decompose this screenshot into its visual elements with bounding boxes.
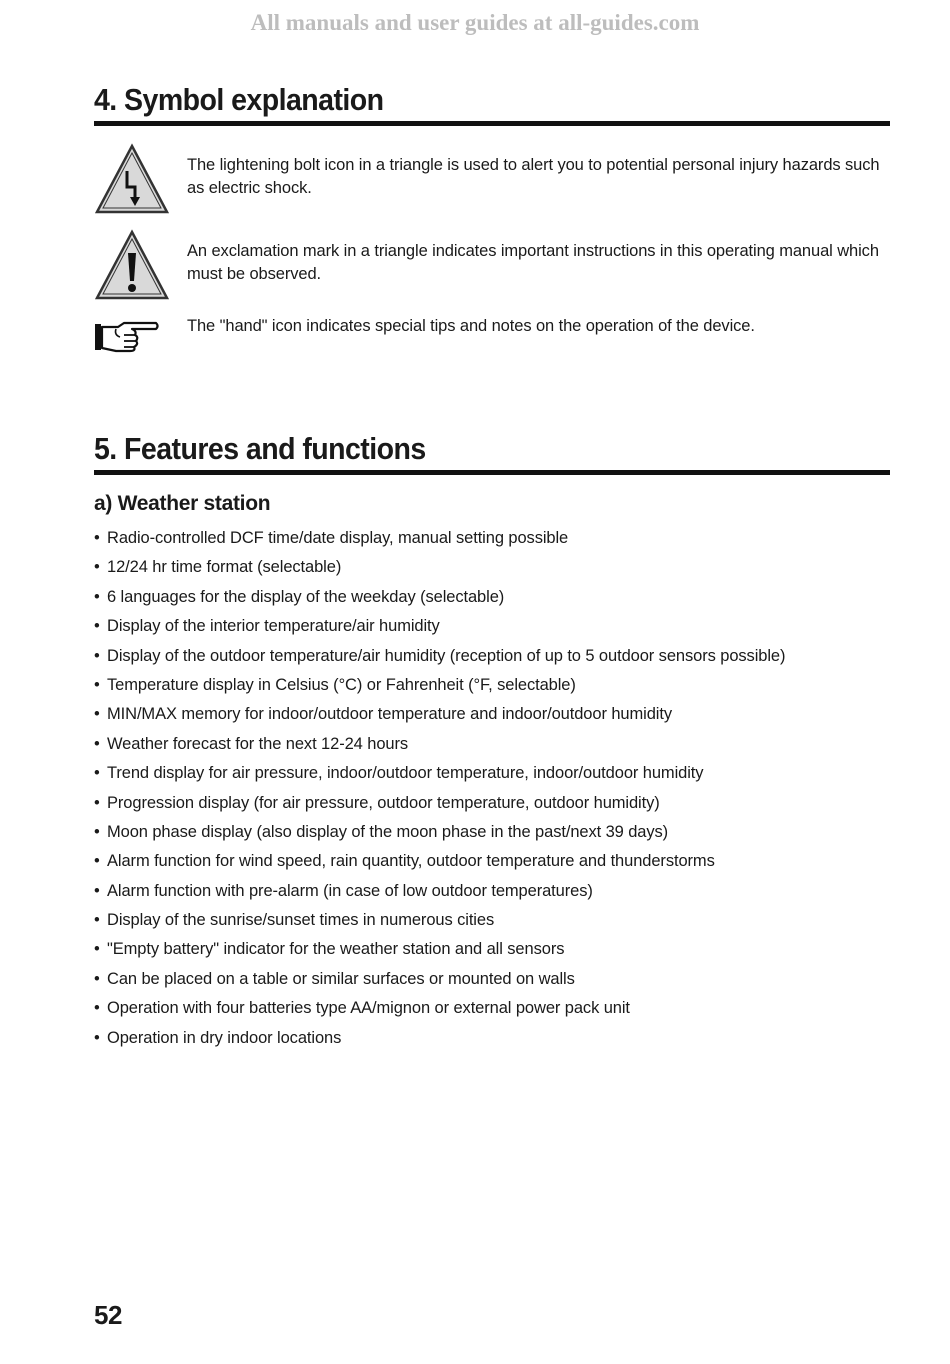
list-item-text: Operation in dry indoor locations bbox=[107, 1028, 342, 1047]
list-item bbox=[94, 1024, 890, 1053]
bullet: • bbox=[94, 734, 100, 753]
section-5-rule bbox=[94, 470, 890, 475]
list-item-text: Alarm function with pre-alarm (in case of low outdoor temperatures) bbox=[107, 881, 593, 900]
list-item bbox=[94, 671, 890, 700]
list-item bbox=[94, 730, 890, 759]
bullet: • bbox=[94, 999, 100, 1018]
list-item bbox=[94, 965, 890, 994]
list-item-text: Trend display for air pressure, indoor/outdoor temperature, indoor/outdoor humidity bbox=[107, 764, 704, 783]
pointing-hand-icon bbox=[94, 315, 162, 362]
section-4-title: 4. Symbol explanation bbox=[94, 82, 384, 117]
list-item bbox=[94, 524, 890, 553]
list-item-text: Display of the interior temperature/air humidity bbox=[107, 617, 440, 636]
list-item-text: Operation with four batteries type AA/mignon or external power pack unit bbox=[107, 999, 630, 1018]
list-item bbox=[94, 789, 890, 818]
list-item-text: Temperature display in Celsius (°C) or Fahrenheit (°F, selectable) bbox=[107, 675, 576, 694]
list-item-text: Alarm function for wind speed, rain quantity, outdoor temperature and thunderstorms bbox=[107, 852, 715, 871]
list-item-text: Progression display (for air pressure, outdoor temperature, outdoor humidity) bbox=[107, 793, 660, 812]
list-item-text: Can be placed on a table or similar surfaces or mounted on walls bbox=[107, 969, 575, 988]
list-item bbox=[94, 847, 890, 876]
list-item bbox=[94, 906, 890, 935]
list-item bbox=[94, 642, 890, 671]
bullet: • bbox=[94, 852, 100, 871]
bullet: • bbox=[94, 881, 100, 900]
list-item bbox=[94, 700, 890, 729]
list-item-text: 6 languages for the display of the weekday (selectable) bbox=[107, 587, 505, 606]
watermark: All manuals and user guides at all-guides.com bbox=[250, 10, 700, 35]
list-item-text: MIN/MAX memory for indoor/outdoor temperature and indoor/outdoor humidity bbox=[107, 705, 672, 724]
list-item bbox=[94, 583, 890, 612]
list-item bbox=[94, 877, 890, 906]
subsection-title: a) Weather station bbox=[94, 492, 271, 515]
list-item bbox=[94, 818, 890, 847]
lightning-triangle-icon bbox=[94, 143, 170, 220]
bullet: • bbox=[94, 822, 100, 841]
bullet: • bbox=[94, 911, 100, 930]
list-item bbox=[94, 553, 890, 582]
symbol-description: The lightening bolt icon in a triangle is used to alert you to potential personal injury hazards such as electric shock. bbox=[187, 156, 880, 197]
bullet: • bbox=[94, 940, 100, 959]
list-item bbox=[94, 935, 890, 964]
bullet: • bbox=[94, 764, 100, 783]
bullet: • bbox=[94, 587, 100, 606]
bullet: • bbox=[94, 617, 100, 636]
list-item bbox=[94, 994, 890, 1023]
list-item-text: Display of the sunrise/sunset times in numerous cities bbox=[107, 911, 495, 930]
bullet: • bbox=[94, 969, 100, 988]
list-item-text: Moon phase display (also display of the moon phase in the past/next 39 days) bbox=[107, 822, 669, 841]
list-item-text: Weather forecast for the next 12-24 hours bbox=[107, 734, 409, 753]
bullet: • bbox=[94, 793, 100, 812]
list-item bbox=[94, 612, 890, 641]
exclamation-triangle-icon bbox=[94, 229, 170, 306]
list-item-text: Display of the outdoor temperature/air humidity (reception of up to 5 outdoor sensors possible) bbox=[107, 646, 786, 665]
section-4-rule bbox=[94, 121, 890, 126]
list-item bbox=[94, 759, 890, 788]
symbol-description: An exclamation mark in a triangle indicates important instructions in this operating manual which must be observed. bbox=[187, 242, 879, 283]
bullet: • bbox=[94, 675, 100, 694]
bullet: • bbox=[94, 1028, 100, 1047]
feature-list bbox=[94, 524, 890, 1053]
list-item-text: 12/24 hr time format (selectable) bbox=[107, 558, 342, 577]
bullet: • bbox=[94, 646, 100, 665]
bullet: • bbox=[94, 705, 100, 724]
symbol-description: The "hand" icon indicates special tips and notes on the operation of the device. bbox=[187, 317, 755, 335]
bullet: • bbox=[94, 529, 100, 547]
section-5-title: 5. Features and functions bbox=[94, 431, 426, 466]
bullet: • bbox=[94, 558, 100, 577]
page-number: 52 bbox=[94, 1300, 122, 1330]
list-item-text: "Empty battery" indicator for the weather station and all sensors bbox=[107, 940, 565, 959]
list-item-text: Radio-controlled DCF time/date display, manual setting possible bbox=[107, 529, 569, 547]
